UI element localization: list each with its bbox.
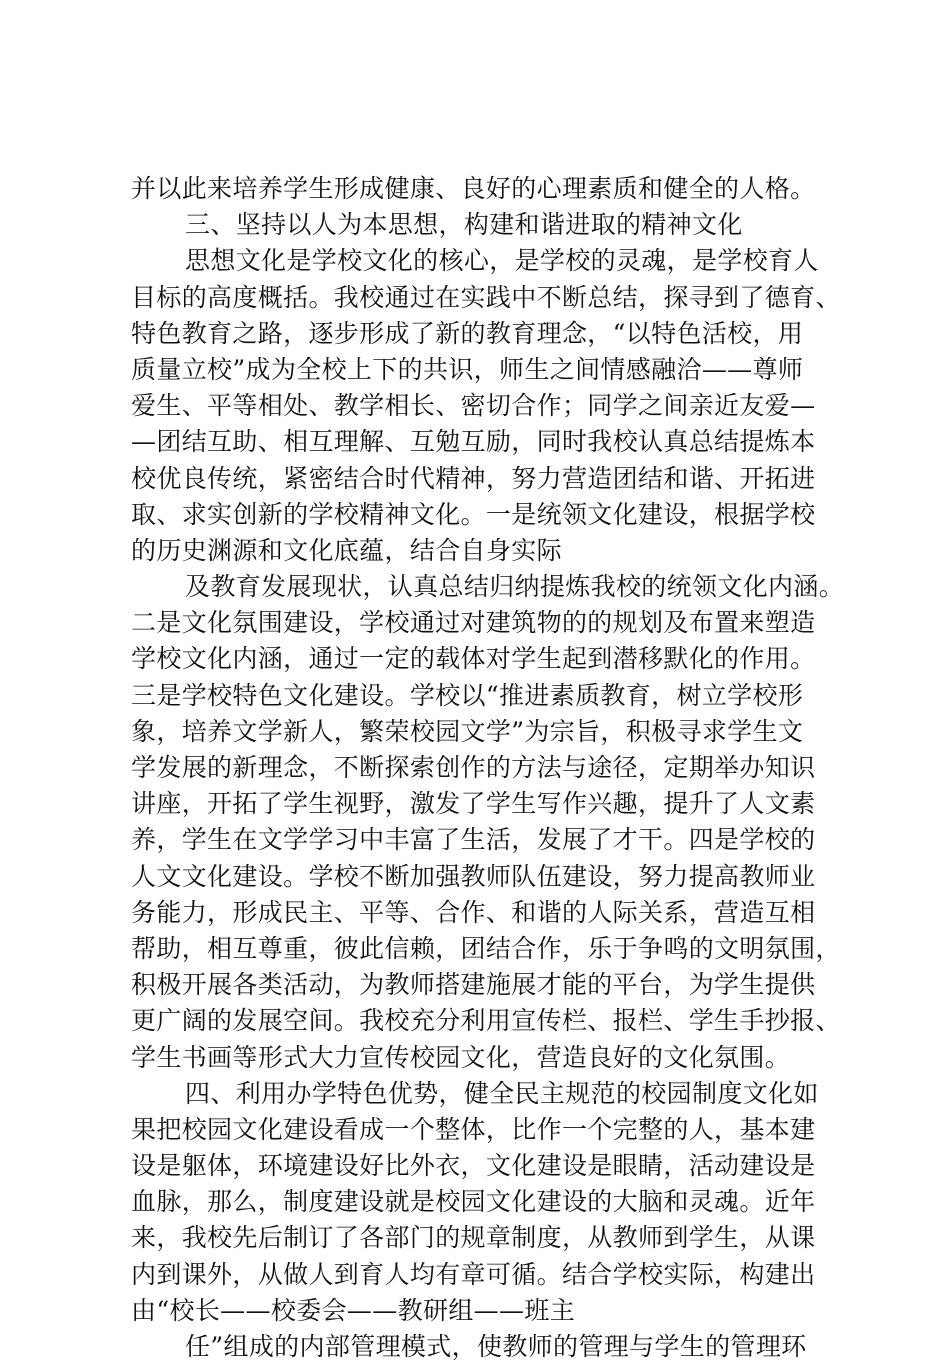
text-line: 养，学生在文学学习中丰富了生活，发展了才干。四是学校的 (131, 825, 816, 855)
text-line: 任”组成的内部管理模式，使教师的管理与学生的管理环 (185, 1332, 807, 1361)
text-line: 特色教育之路，逐步形成了新的教育理念，“以特色活校，用 (131, 318, 804, 348)
text-line: 取、求实创新的学校精神文化。一是统领文化建设，根据学校 (131, 499, 816, 529)
text-line: 积极开展各类活动，为教师搭建施展才能的平台，为学生提供 (131, 970, 816, 1000)
text-line: 质量立校”成为全校上下的共识，师生之间情感融洽——尊师 (131, 354, 804, 384)
text-line: 由“校长——校委会——教研组——班主 (131, 1295, 576, 1325)
text-line: 设是躯体，环境建设好比外衣，文化建设是眼睛，活动建设是 (131, 1151, 816, 1181)
text-line: 更广阔的发展空间。我校充分利用宣传栏、报栏、学生手抄报、 (131, 1006, 841, 1036)
text-line: 目标的高度概括。我校通过在实践中不断总结，探寻到了德育、 (131, 282, 841, 312)
text-line: 思想文化是学校文化的核心，是学校的灵魂，是学校育人 (185, 246, 819, 276)
text-line: 讲座，开拓了学生视野，激发了学生写作兴趣，提升了人文素 (131, 789, 816, 819)
text-line: 学生书画等形式大力宣传校园文化，营造良好的文化氛围。 (131, 1042, 791, 1072)
text-line: 三、坚持以人为本思想，构建和谐进取的精神文化 (185, 210, 743, 240)
text-line: 人文文化建设。学校不断加强教师队伍建设，努力提高教师业 (131, 861, 816, 891)
text-line: 内到课外，从做人到育人均有章可循。结合学校实际，构建出 (131, 1259, 816, 1289)
document-body-text (131, 171, 845, 1365)
text-line: 校优良传统，紧密结合时代精神，努力营造团结和谐、开拓进 (131, 463, 816, 493)
text-line: 四、利用办学特色优势，健全民主规范的校园制度文化如 (185, 1078, 819, 1108)
text-line: 象，培养文学新人，繁荣校园文学”为宗旨，积极寻求学生文 (131, 716, 804, 746)
text-line: 并以此来培养学生形成健康、良好的心理素质和健全的人格。 (131, 174, 816, 203)
text-line: 务能力，形成民主、平等、合作、和谐的人际关系，营造互相 (131, 897, 816, 927)
text-line: 帮助，相互尊重，彼此信赖，团结合作，乐于争鸣的文明氛围， (131, 933, 841, 963)
text-line: 及教育发展现状，认真总结归纳提炼我校的统领文化内涵。 (185, 572, 845, 602)
text-line: —团结互助、相互理解、互勉互励，同时我校认真总结提炼本 (131, 427, 816, 457)
text-line: 学校文化内涵，通过一定的载体对学生起到潜移默化的作用。 (131, 644, 816, 674)
text-line: 三是学校特色文化建设。学校以“推进素质教育，树立学校形 (131, 680, 804, 710)
text-line: 果把校园文化建设看成一个整体，比作一个完整的人，基本建 (131, 1114, 816, 1144)
text-line: 学发展的新理念，不断探索创作的方法与途径，定期举办知识 (131, 753, 816, 782)
text-line: 爱生、平等相处、教学相长、密切合作；同学之间亲近友爱— (131, 391, 816, 421)
text-line: 来，我校先后制订了各部门的规章制度，从教师到学生，从课 (131, 1223, 816, 1253)
text-line: 血脉，那么，制度建设就是校园文化建设的大脑和灵魂。近年 (131, 1187, 816, 1217)
text-line: 的历史渊源和文化底蕴，结合自身实际 (131, 535, 562, 565)
text-line: 二是文化氛围建设，学校通过对建筑物的的规划及布置来塑造 (131, 608, 816, 638)
